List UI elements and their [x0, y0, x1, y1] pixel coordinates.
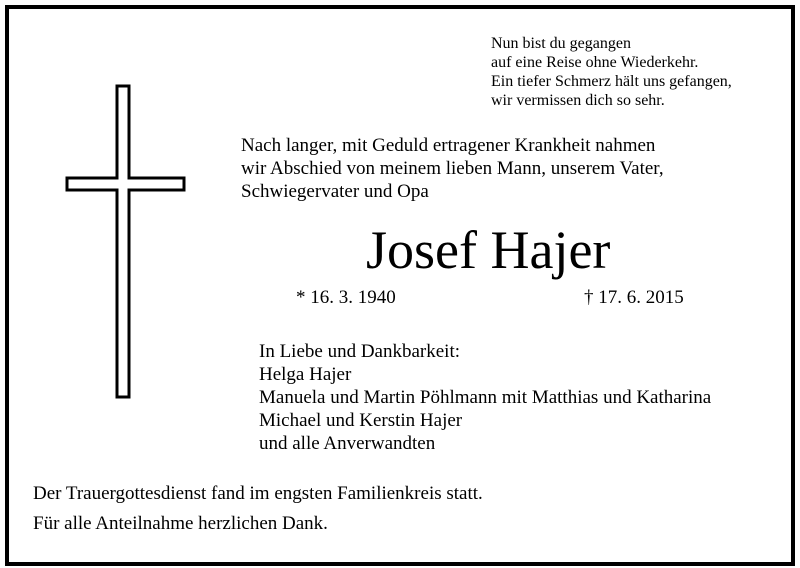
birth-date: * 16. 3. 1940 [296, 287, 396, 308]
intro-line: wir Abschied von meinem lieben Mann, unserem Vater, [241, 158, 664, 179]
poem [491, 34, 732, 110]
death-date: † 17. 6. 2015 [584, 287, 684, 308]
intro-line: Schwiegervater und Opa [241, 181, 429, 202]
family-line: und alle Anverwandten [259, 433, 436, 454]
intro-text [241, 134, 664, 203]
thanks-notice: Für alle Anteilnahme herzlichen Dank. [33, 513, 328, 534]
poem-line: auf eine Reise ohne Wiederkehr. [491, 54, 699, 71]
service-notice: Der Trauergottesdienst fand im engsten Familienkreis statt. [33, 483, 483, 504]
deceased-name: Josef Hajer [366, 220, 611, 280]
poem-line: wir vermissen dich so sehr. [491, 92, 665, 109]
intro-line: Nach langer, mit Geduld ertragener Krankheit nahmen [241, 135, 656, 156]
poem-line: Nun bist du gegangen [491, 35, 631, 52]
family-line: Helga Hajer [259, 364, 352, 385]
family-line: In Liebe und Dankbarkeit: [259, 341, 461, 362]
family-line: Manuela und Martin Pöhlmann mit Matthias und Katharina [259, 387, 712, 408]
family-line: Michael und Kerstin Hajer [259, 410, 463, 431]
family-signatures [259, 340, 711, 455]
poem-line: Ein tiefer Schmerz hält uns gefangen, [491, 73, 732, 90]
